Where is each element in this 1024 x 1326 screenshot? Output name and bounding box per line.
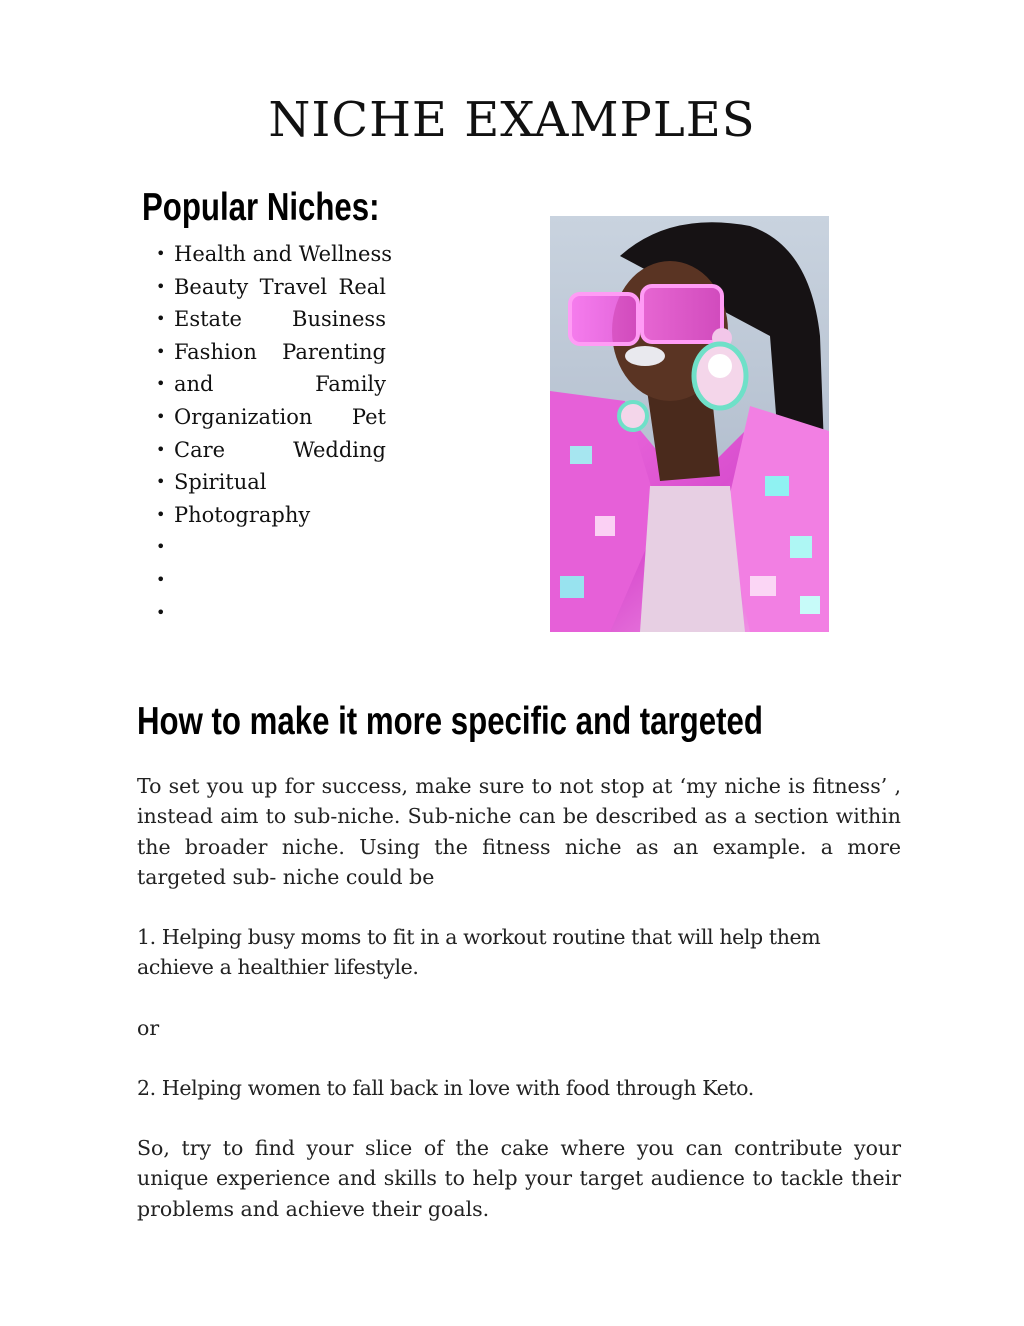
list-item: • and Family (156, 368, 386, 401)
or-paragraph: or (137, 1016, 160, 1040)
list-item (156, 564, 386, 597)
list-item (156, 597, 386, 630)
list-item (156, 531, 386, 564)
list-item: • Care Wedding (156, 434, 386, 467)
example-two-paragraph: 2. Helping women to fall back in love with food through Keto. (137, 1076, 754, 1100)
list-item: • Fashion Parenting (156, 336, 386, 369)
niche-list (156, 238, 393, 629)
list-item: • Beauty Travel Real (156, 271, 386, 304)
example-one-paragraph: 1. Helping busy moms to fit in a workout routine that will help them achieve a healthier lifestyle. (137, 925, 821, 980)
page-title: NICHE EXAMPLES (268, 92, 756, 148)
list-item: • Photography (156, 499, 386, 532)
list-item: • Spiritual (156, 466, 386, 499)
fashion-portrait-image (550, 216, 829, 632)
list-item: • Health and Wellness (156, 238, 386, 271)
closing-paragraph: So, try to find your slice of the cake where you can contribute your unique experience and skills to help your target audience to tackle their problems and achieve their goals. (137, 1136, 901, 1221)
popular-niches-heading: Popular Niches: (142, 186, 380, 229)
intro-paragraph: To set you up for success, make sure to not stop at ‘my niche is fitness’ , instead aim to sub-niche. Sub-niche can be described as a section within the broader niche. Using the fitness niche as an example. a more targeted sub- niche could be (137, 774, 901, 889)
list-item: • Organization Pet (156, 401, 386, 434)
list-item: • Estate Business (156, 303, 386, 336)
targeted-heading: How to make it more specific and targeted (137, 700, 763, 743)
